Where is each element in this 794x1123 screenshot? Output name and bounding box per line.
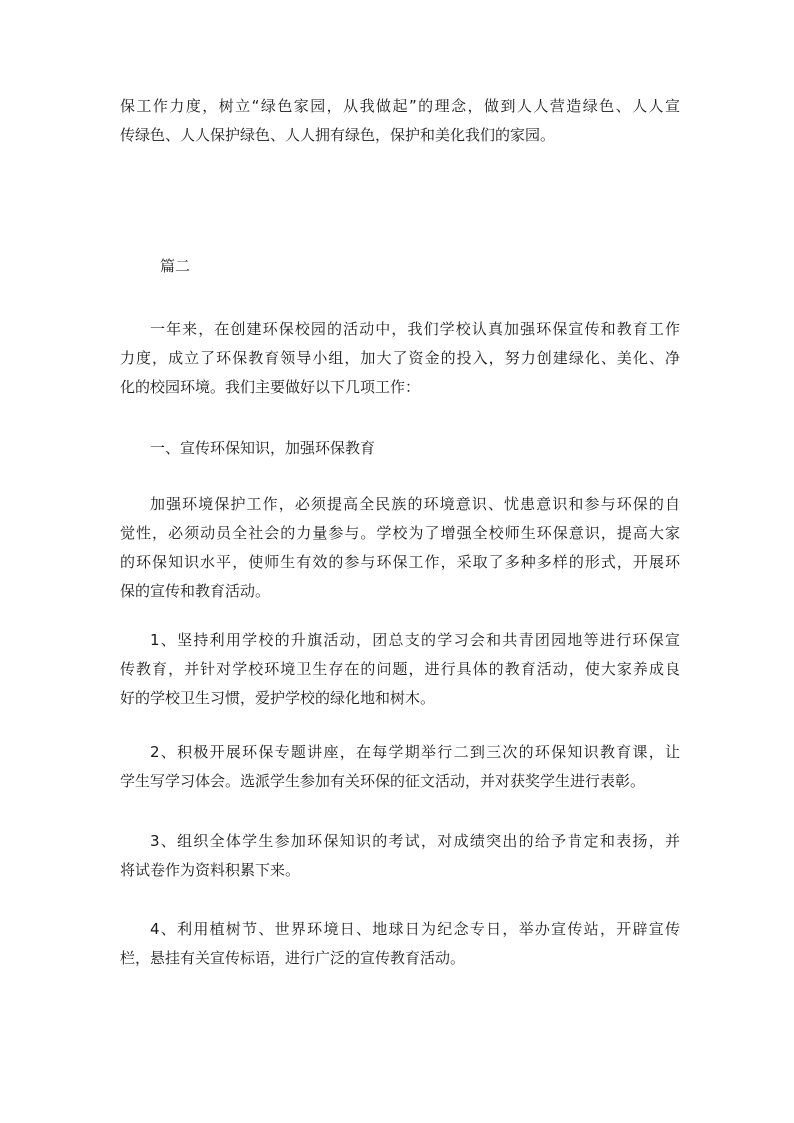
text-line: 3、组织全体学生参加环保知识的考试，对成绩突出的给予肯定和表扬，并 <box>150 832 680 850</box>
text-line: 2、积极开展环保专题讲座，在每学期举行二到三次的环保知识教育课，让 <box>150 743 680 761</box>
text-line: 好的学校卫生习惯，爱护学校的绿化地和树木。 <box>120 689 436 707</box>
text-line: 保的宣传和教育活动。 <box>120 582 271 600</box>
paragraph-overview <box>120 315 680 402</box>
text-line: 1、坚持利用学校的升旗活动，团总支的学习会和共青团园地等进行环保宣 <box>150 631 680 649</box>
text-line: 传教育，并针对学校环境卫生存在的问题，进行具体的教育活动，使大家养成良 <box>120 660 680 678</box>
list-item-4 <box>120 915 680 973</box>
subheading-1: 一、宣传环保知识，加强环保教育 <box>150 439 376 457</box>
list-item-2 <box>120 738 680 796</box>
text-line: 4、利用植树节、世界环境日、地球日为纪念专日，举办宣传站，开辟宣传 <box>150 920 680 938</box>
text-line: 觉性，必须动员全社会的力量参与。学校为了增强全校师生环保意识，提高大家 <box>120 524 680 542</box>
text-line: 的环保知识水平，使师生有效的参与环保工作，采取了多种多样的形式，开展环 <box>120 553 680 571</box>
text-line: 栏，悬挂有关宣传标语，进行广泛的宣传教育活动。 <box>120 949 466 967</box>
text-line: 化的校园环境。我们主要做好以下几项工作： <box>120 378 421 396</box>
list-item-3 <box>120 827 680 885</box>
text-line: 传绿色、人人保护绿色、人人拥有绿色，保护和美化我们的家园。 <box>120 126 556 144</box>
text-line: 将试卷作为资料积累下来。 <box>120 861 301 879</box>
text-line: 力度，成立了环保教育领导小组，加大了资金的投入，努力创建绿化、美化、净 <box>120 349 680 367</box>
section-title: 篇二 <box>160 257 191 275</box>
text-line: 保工作力度，树立“绿色家园，从我做起”的理念，做到人人营造绿色、人人宣 <box>120 97 680 115</box>
paragraph-awareness <box>120 490 680 606</box>
text-line: 加强环境保护工作，必须提高全民族的环境意识、忧患意识和参与环保的自 <box>150 495 680 513</box>
intro-paragraph <box>120 92 680 150</box>
text-line: 一年来，在创建环保校园的活动中，我们学校认真加强环保宣传和教育工作 <box>150 320 680 338</box>
list-item-1 <box>120 626 680 713</box>
text-line: 学生写学习体会。选派学生参加有关环保的征文活动，并对获奖学生进行表彰。 <box>120 772 646 790</box>
